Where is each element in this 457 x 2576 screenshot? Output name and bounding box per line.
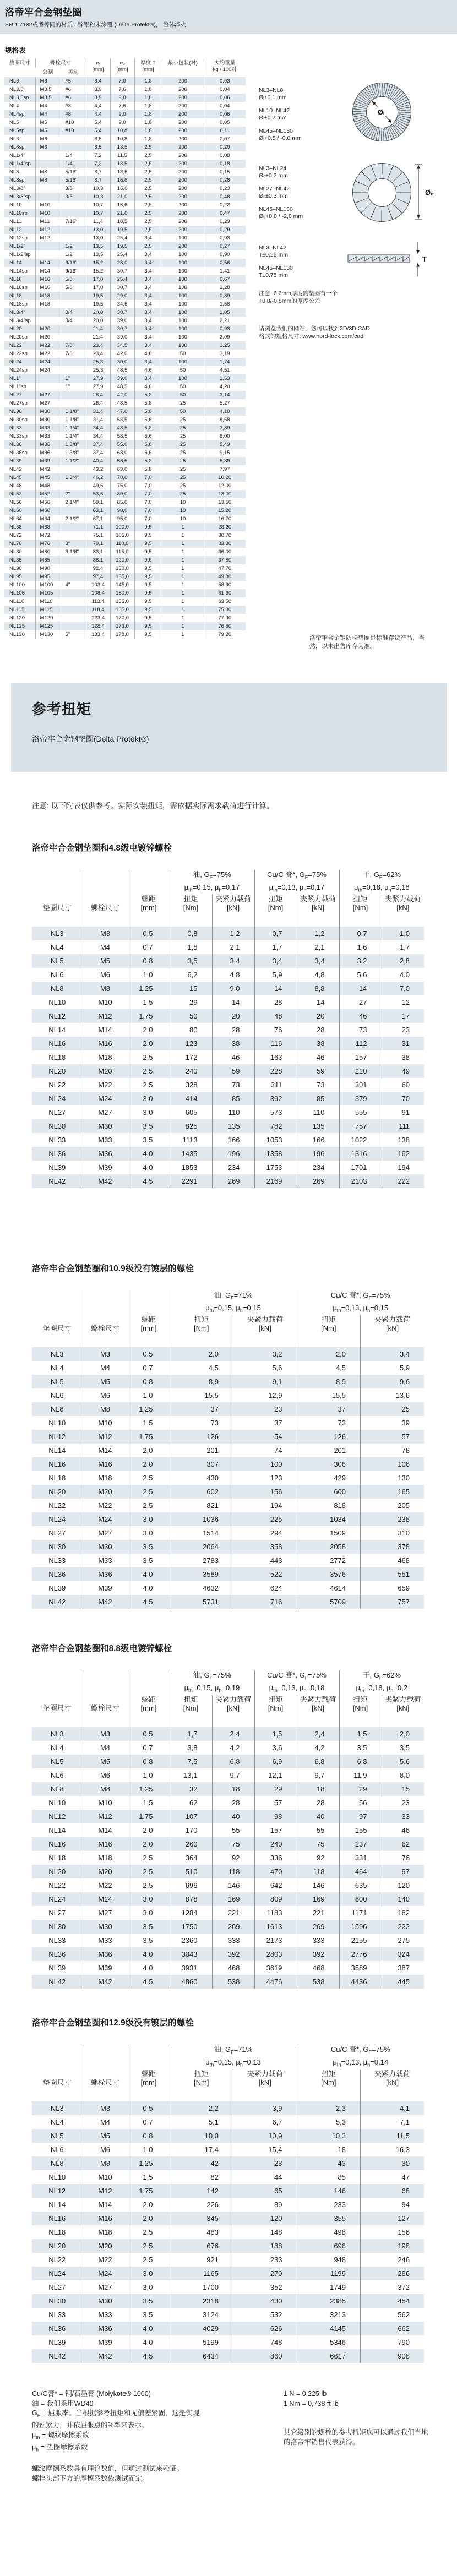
table-row: NL39 M39 4,0 5199 748 5346 790 [32, 2335, 424, 2349]
table-row: NL64 M64 2 1/2" 67,1 95,0 7,0 10 16,70 [4, 515, 246, 523]
tolerance-item: NL3–NL8 Øᵢ±0,1 mm [259, 87, 287, 101]
column-header: 螺距 [mm] [128, 1315, 170, 1347]
table-row: NL8 M8 1,25 42 28 43 30 [32, 2156, 424, 2170]
table-row: NL42 M42 4,5 4860 538 4476 538 4436 445 [32, 1975, 424, 1989]
list-item: 请浏览我们的网站，您可以找到2D/3D CAD [259, 325, 370, 332]
column-header: 螺栓尺寸 [83, 2069, 128, 2101]
table-row: NL20sp M20 21,4 39,0 3,4 100 2,09 [4, 333, 246, 341]
column-header: 夹紧力载荷 [kN] [212, 895, 254, 927]
column-header: 扭矩 [Nm] [297, 2069, 361, 2101]
col-header-outer-diameter: øₒ [mm] [110, 58, 134, 77]
torque-section-subtitle: 洛帝牢合金钢垫圈(Delta Protekt®) [32, 734, 149, 743]
table-row: NL36 M36 4,0 4029 626 4145 662 [32, 2322, 424, 2335]
table-row: NL1"sp 1" 27,9 48,5 4,6 50 4,20 [4, 383, 246, 391]
table-row: NL39 M39 4,0 1853 234 1753 234 1701 194 [32, 1161, 424, 1174]
table-row: NL18 M18 2,5 483 148 498 156 [32, 2225, 424, 2239]
list-item: 然，以未出售库存为准。 [309, 643, 376, 650]
table-row: NL3 M3 0,5 1,7 2,4 1,5 2,4 1,5 2,0 [32, 1727, 424, 1741]
table-row: NL1/4" 1/4" 7,2 11,5 2,5 200 0,08 [4, 151, 246, 160]
table-row: NL8 M8 1,25 32 18 29 18 29 15 [32, 1782, 424, 1796]
table-row: NL18 M18 2,5 172 46 163 46 157 38 [32, 1050, 424, 1064]
table-row: NL36 M36 4,0 3589 522 3576 551 [32, 1567, 424, 1581]
table-row: NL3,5 M3,5 #6 3,9 7,6 1,8 200 0,04 [4, 85, 246, 94]
torque-disclaimer: 注意: 以下附表仅供参考。实际安装扭矩，需依据实际需求载荷进行计算。 [32, 802, 274, 810]
lubrication-group-header: 油, $G_F=71\%$ $\mu_{th}=0,15$, $\mu_h=0,13$ [170, 2045, 297, 2069]
table-row: NL4sp M4 #8 4,4 9,0 1,8 200 0,06 [4, 110, 246, 118]
table-row: NL10 M10 1,5 73 37 73 39 [32, 1416, 424, 1430]
table-row: NL10 M10 1,5 82 44 85 47 [32, 2170, 424, 2184]
table-row: NL3/4" 3/4" 20,0 30,7 3,4 100 1,05 [4, 308, 246, 317]
table-row: NL14sp M14 9/16" 15,2 30,7 3,4 100 1,41 [4, 267, 246, 275]
table-row: NL1" 1" 27,9 39,0 3,4 100 1,53 [4, 374, 246, 383]
footnote-line [284, 2419, 449, 2428]
page-title: 洛帝牢合金钢垫圈 [5, 7, 82, 18]
col-header-bolt-size: 螺栓尺寸 [35, 58, 86, 68]
tolerance-list-inner-diameter [259, 87, 350, 148]
table-row: NL22 M22 2,5 921 233 948 246 [32, 2253, 424, 2267]
table-row: NL33sp M33 1 1/4" 34,4 58,5 6,6 25 8,00 [4, 432, 246, 440]
table-row: NL90 M90 92,4 130,0 9,5 1 47,70 [4, 564, 246, 573]
table-row: NL6sp M6 6,5 13,5 2,5 200 0,20 [4, 143, 246, 151]
table-row: NL20 M20 21,4 30,7 3,4 100 0,93 [4, 325, 246, 333]
table-row: NL24 M24 3,0 1036 225 1034 238 [32, 1512, 424, 1526]
column-header: 扭矩 [Nm] [170, 1695, 212, 1727]
column-header: 夹紧力载荷 [kN] [361, 2069, 425, 2101]
table-row: NL76 M76 3" 79,1 110,0 9,5 1 33,30 [4, 540, 246, 548]
table-row: NL30 M30 3,5 825 135 782 135 757 111 [32, 1119, 424, 1133]
spec-table [4, 58, 246, 639]
table-row: NL11 M11 7/16" 11,4 18,5 2,5 200 0,29 [4, 217, 246, 226]
column-header: 垫圈尺寸 [42, 2078, 72, 2087]
tolerance-item: NL10–NL42 Øᵢ±0,2 mm [259, 107, 290, 121]
torque-table-title-10-9: 洛帝牢合金钢垫圈和10.9级没有镀层的螺栓 [32, 1264, 194, 1273]
footnote-line [32, 2455, 263, 2465]
column-header: 扭矩 [Nm] [170, 1315, 233, 1347]
table-row: NL42 M42 4,5 5731 716 5709 757 [32, 1595, 424, 1609]
table-row: NL16 M16 2,0 123 38 116 38 112 31 [32, 1037, 424, 1050]
column-header: 螺距 [mm] [128, 895, 170, 927]
table-row: NL27 M27 28,4 42,0 5,8 50 3,14 [4, 391, 246, 399]
table-row: NL18 M18 2,5 364 92 336 92 331 76 [32, 1851, 424, 1865]
col-header-imperial: 美制 [61, 68, 86, 77]
table-row: NL5 M5 #10 5,4 9,0 1,8 200 0,05 [4, 118, 246, 127]
thickness-label: T [422, 255, 427, 263]
table-row: NL12 M12 1,75 126 54 126 57 [32, 1430, 424, 1444]
footnote-line: 的预紧力，并依屈服点的%率来表示。 [32, 2421, 149, 2429]
tolerance-item: NL3–NL42 T±0,25 mm [259, 244, 289, 258]
table-row: NL60 M60 63,1 90,0 7,0 10 15,20 [4, 507, 246, 515]
table-row: NL3/8" 3/8" 10,3 16,6 2,5 200 0,23 [4, 184, 246, 193]
col-header-thickness: 厚度 T [mm] [134, 58, 162, 77]
column-header: 扭矩 [Nm] [339, 895, 382, 927]
table-row: NL33 M33 3,5 2783 443 2772 468 [32, 1554, 424, 1567]
tolerance-item: NL45–NL130 Øₒ+0,0 / -2,0 mm [259, 206, 303, 220]
column-header: 扭矩 [Nm] [170, 2069, 233, 2101]
table-row: NL33 M33 3,5 1113 166 1053 166 1022 138 [32, 1133, 424, 1147]
table-row: NL4 M4 #8 4,4 7,6 1,8 200 0,04 [4, 102, 246, 110]
table-row: NL16 M16 2,0 345 120 355 127 [32, 2212, 424, 2225]
table-row: NL110 M110 113,4 155,0 9,5 1 63,50 [4, 597, 246, 606]
table-row: NL39 M39 1 1/2" 40,4 58,5 5,8 25 5,89 [4, 457, 246, 465]
table-row: NL3 M3 0,5 0,8 1,2 0,7 1,2 0,7 1,0 [32, 927, 424, 940]
table-row: NL1/2"sp 1/2" 13,5 25,4 3,4 100 0,90 [4, 250, 246, 259]
torque-section-banner [11, 683, 447, 772]
table-row: NL30sp M30 1 1/8" 31,4 58,5 6,6 25 8,58 [4, 416, 246, 424]
spec-table-body [4, 77, 246, 639]
lubrication-group-header: 油, $G_F=75\%$ $\mu_{th}=0,15$, $\mu_h=0,19$ [170, 1670, 254, 1695]
col-header-metric: 公制 [42, 69, 53, 75]
footnote-line: $G_F$ = 屈服率。当根据参考扭矩和无偏差紧固，这是实现 [32, 2409, 200, 2419]
table-row: NL39 M39 4,0 4632 624 4614 659 [32, 1581, 424, 1595]
table-row: NL36sp M36 1 3/8" 37,4 63,0 6,6 25 9,15 [4, 449, 246, 457]
table-row: NL5 M5 0,8 7,5 6,8 6,9 6,8 6,8 5,6 [32, 1755, 424, 1768]
tolerance-list-thickness [259, 244, 350, 285]
table-row: NL33 M33 1 1/4" 34,4 48,5 5,8 25 3,89 [4, 424, 246, 432]
torque-table-8-8 [32, 1670, 424, 1989]
table-row: NL8 M8 1,25 37 23 37 25 [32, 1402, 424, 1416]
table-row: NL14 M14 2,0 201 74 201 78 [32, 1444, 424, 1457]
table-row: NL42 M42 4,5 6434 860 6617 908 [32, 2349, 424, 2363]
table-row: NL1/2" 1/2" 13,5 19,5 2,5 200 0,27 [4, 242, 246, 250]
table-row: NL45 M45 1 3/4" 46,2 70,0 7,0 25 10,20 [4, 473, 246, 482]
table-row: NL8sp M8 5/16" 8,7 16,6 2,5 200 0,28 [4, 176, 246, 184]
table-row: NL3 M3 #5 3,4 7,0 1,8 200 0,03 [4, 77, 246, 85]
table-row: NL22 M22 2,5 696 146 642 146 635 120 [32, 1878, 424, 1892]
column-header: 扭矩 [Nm] [254, 1695, 297, 1727]
torque-section-title: 参考扭矩 [32, 701, 92, 717]
table-row: NL12 M12 1,75 50 20 48 20 46 17 [32, 1009, 424, 1023]
table-row: NL10sp M10 10,7 21,0 2,5 200 0,47 [4, 209, 246, 217]
table-row: NL56 M56 2 1/4" 59,1 85,0 7,0 10 13,50 [4, 498, 246, 507]
table-row: NL3,5sp M3,5 #6 3,9 9,0 1,8 200 0,06 [4, 94, 246, 102]
page-subtitle: EN 1.7182或者等同的材质 · 锌铝粉末涂覆 (Delta Protekt®)， 整体淬火 [5, 21, 187, 28]
table-row: NL20 M20 2,5 602 156 600 165 [32, 1485, 424, 1499]
table-row: NL3/8"sp 3/8" 10,3 21,0 2,5 200 0,48 [4, 193, 246, 201]
footnote-line: 螺栓头部下方的摩擦系数依测试而定。 [32, 2474, 149, 2482]
table-row: NL85 M85 88,1 120,0 9,5 1 37,80 [4, 556, 246, 564]
column-header: 螺栓尺寸 [83, 1695, 128, 1727]
table-row: NL4 M4 0,7 5,1 6,7 5,3 7,1 [32, 2115, 424, 2129]
footnote-line: $\mu_h$ = 垫圈摩擦系数 [32, 2443, 88, 2452]
lubrication-group-header: 油, $G_F=75\%$ $\mu_{th}=0,15$, $\mu_h=0,17$ [170, 870, 254, 895]
footnote-line: 其它级别的螺栓的参考扭矩您可以通过我们当地 [284, 2428, 428, 2436]
table-row: NL27 M27 3,0 605 110 573 110 555 91 [32, 1105, 424, 1119]
table-row: NL14 M14 9/16" 15,2 23,0 3,4 100 0,56 [4, 259, 246, 267]
lubrication-group-header: 干, $G_F=62\%$ $\mu_{th}=0,18$, $\mu_h=0,2$ [339, 1670, 424, 1695]
outer-diameter-label: Øₒ [425, 188, 434, 197]
column-header: 垫圈尺寸 [42, 1324, 72, 1333]
table-row: NL6 M6 1,0 6,2 4,8 5,9 4,8 5,6 4,0 [32, 968, 424, 982]
table-row: NL4 M4 0,7 4,5 5,6 4,5 5,9 [32, 1361, 424, 1375]
table-row: NL16 M16 5/8" 17,0 25,4 3,4 100 0,67 [4, 275, 246, 284]
table-row: NL10 M10 1,5 29 14 28 14 27 12 [32, 995, 424, 1009]
table-row: NL36 M36 4,0 3043 392 2803 392 2776 324 [32, 1947, 424, 1961]
column-header: 扭矩 [Nm] [170, 895, 212, 927]
column-header: 夹紧力载荷 [kN] [233, 1315, 297, 1347]
col-header-washer-size: 垫圈尺寸 [9, 60, 30, 66]
lubrication-group-header: Cu/C 膏*, $G_F=75\%$ $\mu_{th}=0,13$, $\mu_h=0,15$ [297, 1290, 424, 1315]
table-row: NL3 M3 0,5 2,0 3,2 2,0 3,4 [32, 1347, 424, 1361]
tolerance-list-outer-diameter [259, 165, 350, 226]
table-row: NL24 M24 25,3 39,0 3,4 100 1,74 [4, 358, 246, 366]
footnote-line: 1 N = 0,225 lb [284, 2390, 327, 2398]
washer-top-view-cam-diagram [352, 163, 411, 222]
table-row: NL16 M16 2,0 260 75 240 75 237 62 [32, 1837, 424, 1851]
table-row: NL20 M20 2,5 510 118 470 118 464 97 [32, 1865, 424, 1878]
table-row: NL3 M3 0,5 2,2 3,9 2,3 4,1 [32, 2101, 424, 2115]
table-row: NL6 M6 1,0 13,1 9,7 12,1 9,7 11,9 8,0 [32, 1768, 424, 1782]
table-row: NL24 M24 3,0 1165 270 1199 286 [32, 2267, 424, 2280]
table-row: NL8 M8 5/16" 8,7 13,5 2,5 200 0,15 [4, 168, 246, 176]
footnotes-left [32, 2389, 263, 2484]
table-row: NL8 M8 1,25 15 9,0 14 8,8 14 7,0 [32, 982, 424, 995]
list-item: 格式的规格尺寸: www.nord-lock.com/cad [259, 333, 364, 340]
lubrication-group-header: Cu/C 膏*, $G_F=75\%$ $\mu_{th}=0,13$, $\mu_h=0,14$ [297, 2045, 424, 2069]
column-header: 夹紧力载荷 [kN] [297, 895, 339, 927]
table-row: NL5 M5 0,8 8,9 9,1 8,9 9,6 [32, 1375, 424, 1388]
table-row: NL18sp M18 19,5 34,5 3,4 100 1,58 [4, 300, 246, 308]
table-row: NL5 M5 0,8 10,0 10,9 10,3 11,5 [32, 2129, 424, 2143]
spec-table-heading: 规格表 [5, 47, 26, 55]
table-row: NL5 M5 0,8 3,5 3,4 3,4 3,4 3,2 2,8 [32, 954, 424, 968]
table-row: NL30 M30 1 1/8" 31,4 47,0 5,8 50 4,10 [4, 407, 246, 416]
torque-table-4-8 [32, 870, 424, 1188]
table-row: NL22 M22 2,5 821 194 818 205 [32, 1499, 424, 1512]
table-row: NL14 M14 2,0 80 28 76 28 73 23 [32, 1023, 424, 1037]
header-band [0, 0, 457, 34]
table-row: NL12 M12 13,0 19,5 2,5 200 0,29 [4, 226, 246, 234]
footnote-line [284, 2409, 449, 2419]
col-header-inner-diameter: øᵢ [mm] [86, 58, 110, 77]
table-row: NL115 M115 118,4 165,0 9,5 1 75,30 [4, 606, 246, 614]
table-row: NL80 M80 3 1/8" 83,1 115,0 9,5 1 36,00 [4, 548, 246, 556]
table-row: NL14 M14 2,0 226 89 233 94 [32, 2198, 424, 2212]
table-row: NL4 M4 0,7 3,8 4,2 3,6 4,2 3,5 3,5 [32, 1741, 424, 1755]
lubrication-group-header: 干, $G_F=62\%$ $\mu_{th}=0,18$, $\mu_h=0,18$ [339, 870, 424, 895]
tolerance-item: NL3–NL24 Øₒ±0,2 mm [259, 165, 288, 179]
table-row: NL68 M68 71,1 100,0 9,5 1 28,20 [4, 523, 246, 531]
note-stock-availability [309, 634, 454, 651]
table-row: NL30 M30 3,5 1750 269 1613 269 1596 222 [32, 1920, 424, 1934]
table-row: NL24sp M24 25,3 48,5 4,6 50 4,51 [4, 366, 246, 374]
table-row: NL105 M105 108,4 150,0 9,5 1 61,30 [4, 589, 246, 597]
column-header: 螺栓尺寸 [83, 895, 128, 927]
table-row: NL24 M24 3,0 878 169 809 169 800 140 [32, 1892, 424, 1906]
table-row: NL6 M6 6,5 10,8 1,8 200 0,07 [4, 135, 246, 143]
col-header-min-package: 最小包装(对) [162, 58, 204, 77]
table-row: NL18 M18 2,5 430 123 429 130 [32, 1471, 424, 1485]
column-header: 夹紧力载荷 [kN] [212, 1695, 254, 1727]
column-header: 夹紧力载荷 [kN] [382, 895, 424, 927]
tolerance-item: NL27–NL42 Øₒ±0,3 mm [259, 186, 290, 199]
column-header: 夹紧力载荷 [kN] [382, 1695, 424, 1727]
column-header: 螺栓尺寸 [83, 1315, 128, 1347]
table-row: NL10 M10 10,7 16,6 2,5 200 0,22 [4, 201, 246, 209]
washer-hole [368, 178, 396, 207]
table-row: NL33 M33 3,5 2360 333 2173 333 2155 275 [32, 1934, 424, 1947]
table-row: NL6 M6 1,0 17,4 15,4 18 16,3 [32, 2143, 424, 2156]
table-row: NL18 M18 19,5 29,0 3,4 100 0,89 [4, 292, 246, 300]
table-row: NL33 M33 3,5 3124 532 3213 562 [32, 2308, 424, 2322]
table-row: NL16sp M16 5/8" 17,0 30,7 3,4 100 1,28 [4, 284, 246, 292]
column-header: 扭矩 [Nm] [297, 1315, 361, 1347]
table-row: NL6 M6 1,0 15,5 12,9 15,5 13,6 [32, 1388, 424, 1402]
table-row: NL125 M125 128,4 173,0 9,5 1 76,60 [4, 622, 246, 630]
footnote-line: 的洛帝牢销售代表获得。 [284, 2438, 360, 2446]
table-row: NL120 M120 123,4 170,0 9,5 1 77,90 [4, 614, 246, 622]
table-row: NL20 M20 2,5 676 188 696 198 [32, 2239, 424, 2253]
list-item: 洛帝牢合金钢防松垫圈是标准存货产品，当 [309, 635, 425, 641]
column-header: 垫圈尺寸 [42, 1704, 72, 1713]
column-header: 夹紧力载荷 [kN] [233, 2069, 297, 2101]
column-header: 扭矩 [Nm] [254, 895, 297, 927]
table-row: NL27 M27 3,0 1514 294 1509 310 [32, 1526, 424, 1540]
table-row: NL20 M20 2,5 240 59 228 59 220 49 [32, 1064, 424, 1078]
footnote-line: Cu/C膏* = 铜/石墨膏 (Molykote® 1000) [32, 2390, 151, 2398]
washer-side-view-diagram [346, 241, 439, 277]
torque-table-title-8-8: 洛帝牢合金钢垫圈和8.8级电镀锌螺栓 [32, 1644, 172, 1653]
table-row: NL42 M42 4,5 2291 269 2169 269 2103 222 [32, 1174, 424, 1188]
table-row: NL36 M36 1 3/8" 37,4 55,0 5,8 25 5,49 [4, 440, 246, 449]
table-row: NL22sp M22 7/8" 23,4 42,0 4,6 50 3,19 [4, 350, 246, 358]
table-row: NL3/4"sp 3/4" 20,0 39,0 3,4 100 2,21 [4, 317, 246, 325]
table-row: NL100 M100 4" 103,4 145,0 9,5 1 58,90 [4, 581, 246, 589]
table-row: NL1/4"sp 1/4" 7,2 13,5 2,5 200 0,18 [4, 160, 246, 168]
lubrication-group-header: Cu/C 膏*, $G_F=75\%$ $\mu_{th}=0,13$, $\mu_h=0,18$ [254, 1670, 339, 1695]
outer-diameter-dimension [414, 163, 439, 221]
table-row: NL42 M42 43,2 63,0 5,8 25 7,97 [4, 465, 246, 473]
table-row: NL52 M52 2" 53,6 80,0 7,0 25 13,00 [4, 490, 246, 498]
table-row: NL12 M12 1,75 142 65 146 68 [32, 2184, 424, 2198]
tolerance-item: NL45–NL130 T±0,75 mm [259, 265, 293, 279]
list-item: 注意: 6.6mm厚度的垫圈有一个 [259, 290, 338, 297]
footnotes-right [284, 2389, 449, 2447]
table-row: NL48 M48 49,6 75,0 7,0 25 12,00 [4, 482, 246, 490]
table-row: NL12 M12 1,75 107 40 98 40 97 33 [32, 1810, 424, 1823]
col-header-weight: 大约重量 kg / 100对 [204, 58, 246, 77]
table-row: NL36 M36 4,0 1435 196 1358 196 1316 162 [32, 1147, 424, 1161]
table-row: NL30 M30 3,5 2318 430 2385 454 [32, 2294, 424, 2308]
table-row: NL10 M10 1,5 62 28 57 28 56 23 [32, 1796, 424, 1810]
note-thickness-tolerance [259, 290, 396, 305]
table-row: NL5sp M5 #10 5,4 10,8 1,8 200 0,11 [4, 127, 246, 135]
footnote-line: $\mu_{th}$ = 螺纹摩擦系数 [32, 2431, 89, 2440]
torque-table-10-9 [32, 1290, 424, 1609]
spec-table-header [4, 58, 246, 77]
table-row: NL4 M4 0,7 1,8 2,1 1,7 2,1 1,6 1,7 [32, 940, 424, 954]
table-row: NL130 M130 5" 133,4 178,0 9,5 1 79,20 [4, 630, 246, 639]
column-header: 螺距 [mm] [128, 2069, 170, 2101]
torque-table-title-12-9: 洛帝牢合金钢垫圈和12.9级没有镀层的螺栓 [32, 2018, 194, 2028]
table-row: NL39 M39 4,0 3931 468 3619 468 3589 387 [32, 1961, 424, 1975]
column-header: 夹紧力载荷 [kN] [361, 1315, 425, 1347]
table-row: NL16 M16 2,0 307 100 306 106 [32, 1457, 424, 1471]
table-row: NL27 M27 3,0 1284 221 1183 221 1171 182 [32, 1906, 424, 1920]
lubrication-group-header: Cu/C 膏*, $G_F=75\%$ $\mu_{th}=0,13$, $\mu_h=0,17$ [254, 870, 339, 895]
footnote-line: 1 Nm = 0,738 ft-lb [284, 2399, 339, 2408]
table-row: NL22 M22 2,5 328 73 311 73 301 60 [32, 1078, 424, 1092]
table-row: NL95 M95 97,4 135,0 9,5 1 49,80 [4, 573, 246, 581]
table-row: NL12sp M12 13,0 25,4 3,4 100 0,93 [4, 234, 246, 242]
column-header: 扭矩 [Nm] [339, 1695, 382, 1727]
torque-table-title-4-8: 洛帝牢合金钢垫圈和4.8级电镀锌螺栓 [32, 843, 172, 853]
washer-top-view-serrated-diagram [352, 83, 411, 141]
footnote-line: 油 = 我们采用WD40 [32, 2399, 94, 2408]
list-item: +0,0/-0.5mm的厚度公差 [259, 298, 320, 304]
column-header: 垫圈尺寸 [42, 903, 72, 912]
table-row: NL24 M24 3,0 414 85 392 85 379 70 [32, 1092, 424, 1105]
lubrication-group-header: 油, $G_F=71\%$ $\mu_{th}=0,15$, $\mu_h=0,15$ [170, 1290, 297, 1315]
table-row: NL27sp M27 28,4 48,5 5,8 25 5,27 [4, 399, 246, 407]
tolerance-item: NL45–NL130 Øᵢ+0,5 / -0,0 mm [259, 128, 302, 141]
inner-diameter-dimension [353, 83, 411, 141]
table-row: NL72 M72 75,1 105,0 9,5 1 30,70 [4, 531, 246, 540]
torque-table-12-9 [32, 2045, 424, 2363]
column-header: 夹紧力载荷 [kN] [297, 1695, 339, 1727]
table-row: NL14 M14 2,0 170 55 157 55 155 46 [32, 1823, 424, 1837]
table-row: NL22 M22 7/8" 23,4 34,5 3,4 100 1,25 [4, 341, 246, 350]
footnote-line: 螺纹摩擦系数具有理论数值，但通过测试来验证。 [32, 2465, 184, 2472]
table-row: NL27 M27 3,0 1700 352 1749 372 [32, 2280, 424, 2294]
inner-diameter-label: Øᵢ [378, 108, 384, 116]
column-header: 螺距 [mm] [128, 1695, 170, 1727]
note-cad-download [259, 325, 454, 340]
table-row: NL30 M30 3,5 2064 358 2058 378 [32, 1540, 424, 1554]
